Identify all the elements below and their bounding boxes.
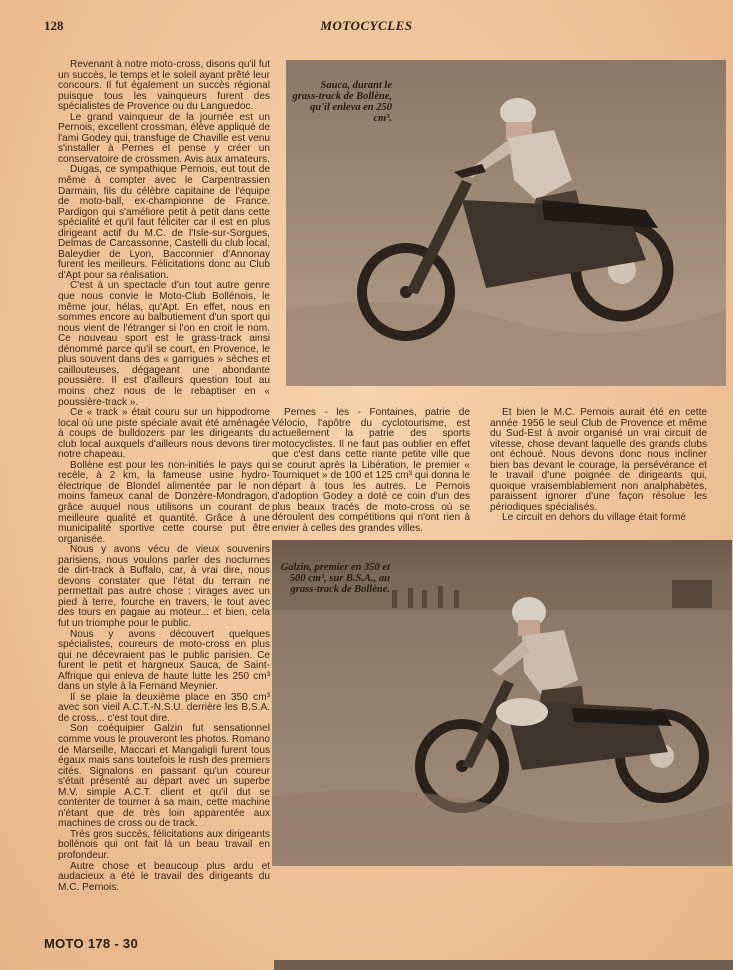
paragraph: Très gros succès, félicitations aux dirigeants bollénois qui ont fait là un beau travail en profondeur. bbox=[58, 828, 270, 862]
photo-caption-top: Sauca, durant le grass-track de Bollène, qu'il enleva en 250 cm³. bbox=[292, 80, 392, 124]
running-title: MOTOCYCLES bbox=[320, 18, 413, 33]
paragraph: Pernes - les - Fontaines, patrie de Vélocio, l'apôtre du cyclotourisme, est actuellement la patrie des sports motocyclistes. Il ne faut pas oublier en effet que c'est dans cette riante petite ville que se courut après la Libération, le premier « Tourniquet » de 100 et 125 cm³ qui donna le départ à tous les autres. Le Pernois d'adoption Godey a doté ce coin d'un des plus beaux tracés de moto-cross où se déroulent des compétitions qui n'ont rien à envier à celles des grandes villes. bbox=[272, 407, 470, 535]
paragraph: Son coéquipier Galzin fut sensationnel comme vous le prouveront les photos. Romano de Marseille, Maccari et Mangaligli furent tous égaux mais sans toutefois le rush des premiers cités. Signalons en passant qu'un coureur s'était présenté au départ avec un superbe M.V. simple A.C.T. client et qu'il dut se contenter de tourner à sa main, cette machine n'étant que de très loin apparentée aux machines de cross ou de track. bbox=[58, 723, 270, 830]
paragraph: Nous y avons vécu de vieux souvenirs parisiens, nous voulons parler des nocturnes de dirt-track à Buffalo, car, à vrai dire, nous devons constater que l'état du terrain ne permettait pas autre chose : virages avec un pied à terre, fourche en travers, le tout avec des tours en pagaie au moteur... et bien, cela fut un triomphe pour le public. bbox=[58, 544, 270, 629]
article-column-middle bbox=[272, 408, 470, 535]
paragraph: Ce « track » était couru sur un hippodrome local où une piste spéciale avait été aménagée à coups de bulldozers par les dirigeants du club local auxquels d'ailleurs nous devons tirer notre chapeau. bbox=[58, 407, 270, 461]
paragraph: Dugas, ce sympathique Pernois, eut tout de même à compter avec le Carpentrassien Darmain, fils du célèbre capitaine de l'équipe de moto-ball, ex-championne de France. Pardigon qui s'améliore petit à petit dans cette spécialité et qu'il faut féliciter car il est en plus dirigeant actif du M.C. de l'Isle-sur-Sorgues, Delmas de Carcassonne, Castelli du club local, Baleydier de Lyon, Bacconnier d'Annonay furent les meilleurs. Félicitations donc au Club d'Apt pour sa réalisation. bbox=[58, 164, 270, 281]
paragraph: Le grand vainqueur de la journée est un Pernois, excellent crossman, élève appliqué de l'ami Godey qui, transfuge de Chaville est venu s'installer à Pernes et pense y créer un conservatoire de crossmen. Avis aux amateurs. bbox=[58, 111, 270, 165]
page-header bbox=[0, 14, 733, 36]
paragraph: Et bien le M.C. Pernois aurait été en cette année 1956 le seul Club de Provence et même du Sud-Est à avoir organisé un vrai circuit de vitesse, chose devant laquelle des grands clubs ont échoué. Nous devons donc nous incliner bien bas devant le courage, la persévérance et le travail d'une poignée de dirigeants qui, quoique vraisemblablement non analphabètes, paraissent ignorer d'une façon résolue les périodiques spécialisés. bbox=[490, 407, 707, 513]
paragraph: Nous y avons découvert quelques spécialistes, coureurs de moto-cross en plus qui ne décevraient pas le public parisien. Ce furent le petit et hargneux Sauca, de Saint-Affrique qui enleva de haute lutte les 250 cm³ dans un style à la Fernand Meynier. bbox=[58, 628, 270, 693]
paragraph: Bollène est pour les non-initiés le pays qui recèle, à 2 km, la fameuse usine hydro-électrique de Blondel alimentée par le non moins fameux canal de Donzère-Mondragon, grâce auquel nous utilisons un courant de meilleure qualité et quantité. Grâce à une municipalité sportive cette course put être organisée. bbox=[58, 459, 270, 545]
paragraph: Autre chose et beaucoup plus ardu et audacieux a été le travail des dirigeants du M.C. Pernois. bbox=[58, 860, 270, 893]
footer-issue-label: MOTO 178 - 30 bbox=[44, 936, 138, 951]
photo-caption-bottom: Galzin, premier en 350 et 500 cm³, sur B.S.A., au grass-track de Bollène. bbox=[280, 562, 390, 595]
page-number: 128 bbox=[44, 18, 64, 33]
footer-photo-strip bbox=[274, 960, 733, 970]
paragraph: Revenant à notre moto-cross, disons qu'il fut un succès, le temps et le soleil ayant prêté leur concours. Il fut également un succès régional puisque tous les vainqueurs furent des spécialistes de Provence ou du Languedoc. bbox=[58, 59, 270, 113]
paragraph: Il se plaie la deuxième place en 350 cm³ avec son vieil A.C.T.-N.S.U. derrière les B.S.A. de cross... c'est tout dire. bbox=[58, 691, 270, 724]
article-column-left bbox=[58, 60, 270, 893]
article-column-right bbox=[490, 408, 707, 524]
paragraph: Le circuit en dehors du village était formé bbox=[502, 512, 687, 524]
paragraph: C'est à un spectacle d'un tout autre genre que nous convie le Moto-Club Bollénois, le même jour, hélas, qu'Apt. En effet, nous en sommes encore au balbutiement d'un sport qui nous vient de l'étranger si l'on en croit le nom. Ce nouveau sport est le grass-track ainsi dénommé parce qu'il se court, en Provence, le plus souvent dans des « garrigues » sèches et caillouteuses, dégageant une abondante poussière. Il est d'ailleurs question tout au moins chez nous de le rebaptiser en « poussière-track ». bbox=[58, 280, 270, 408]
